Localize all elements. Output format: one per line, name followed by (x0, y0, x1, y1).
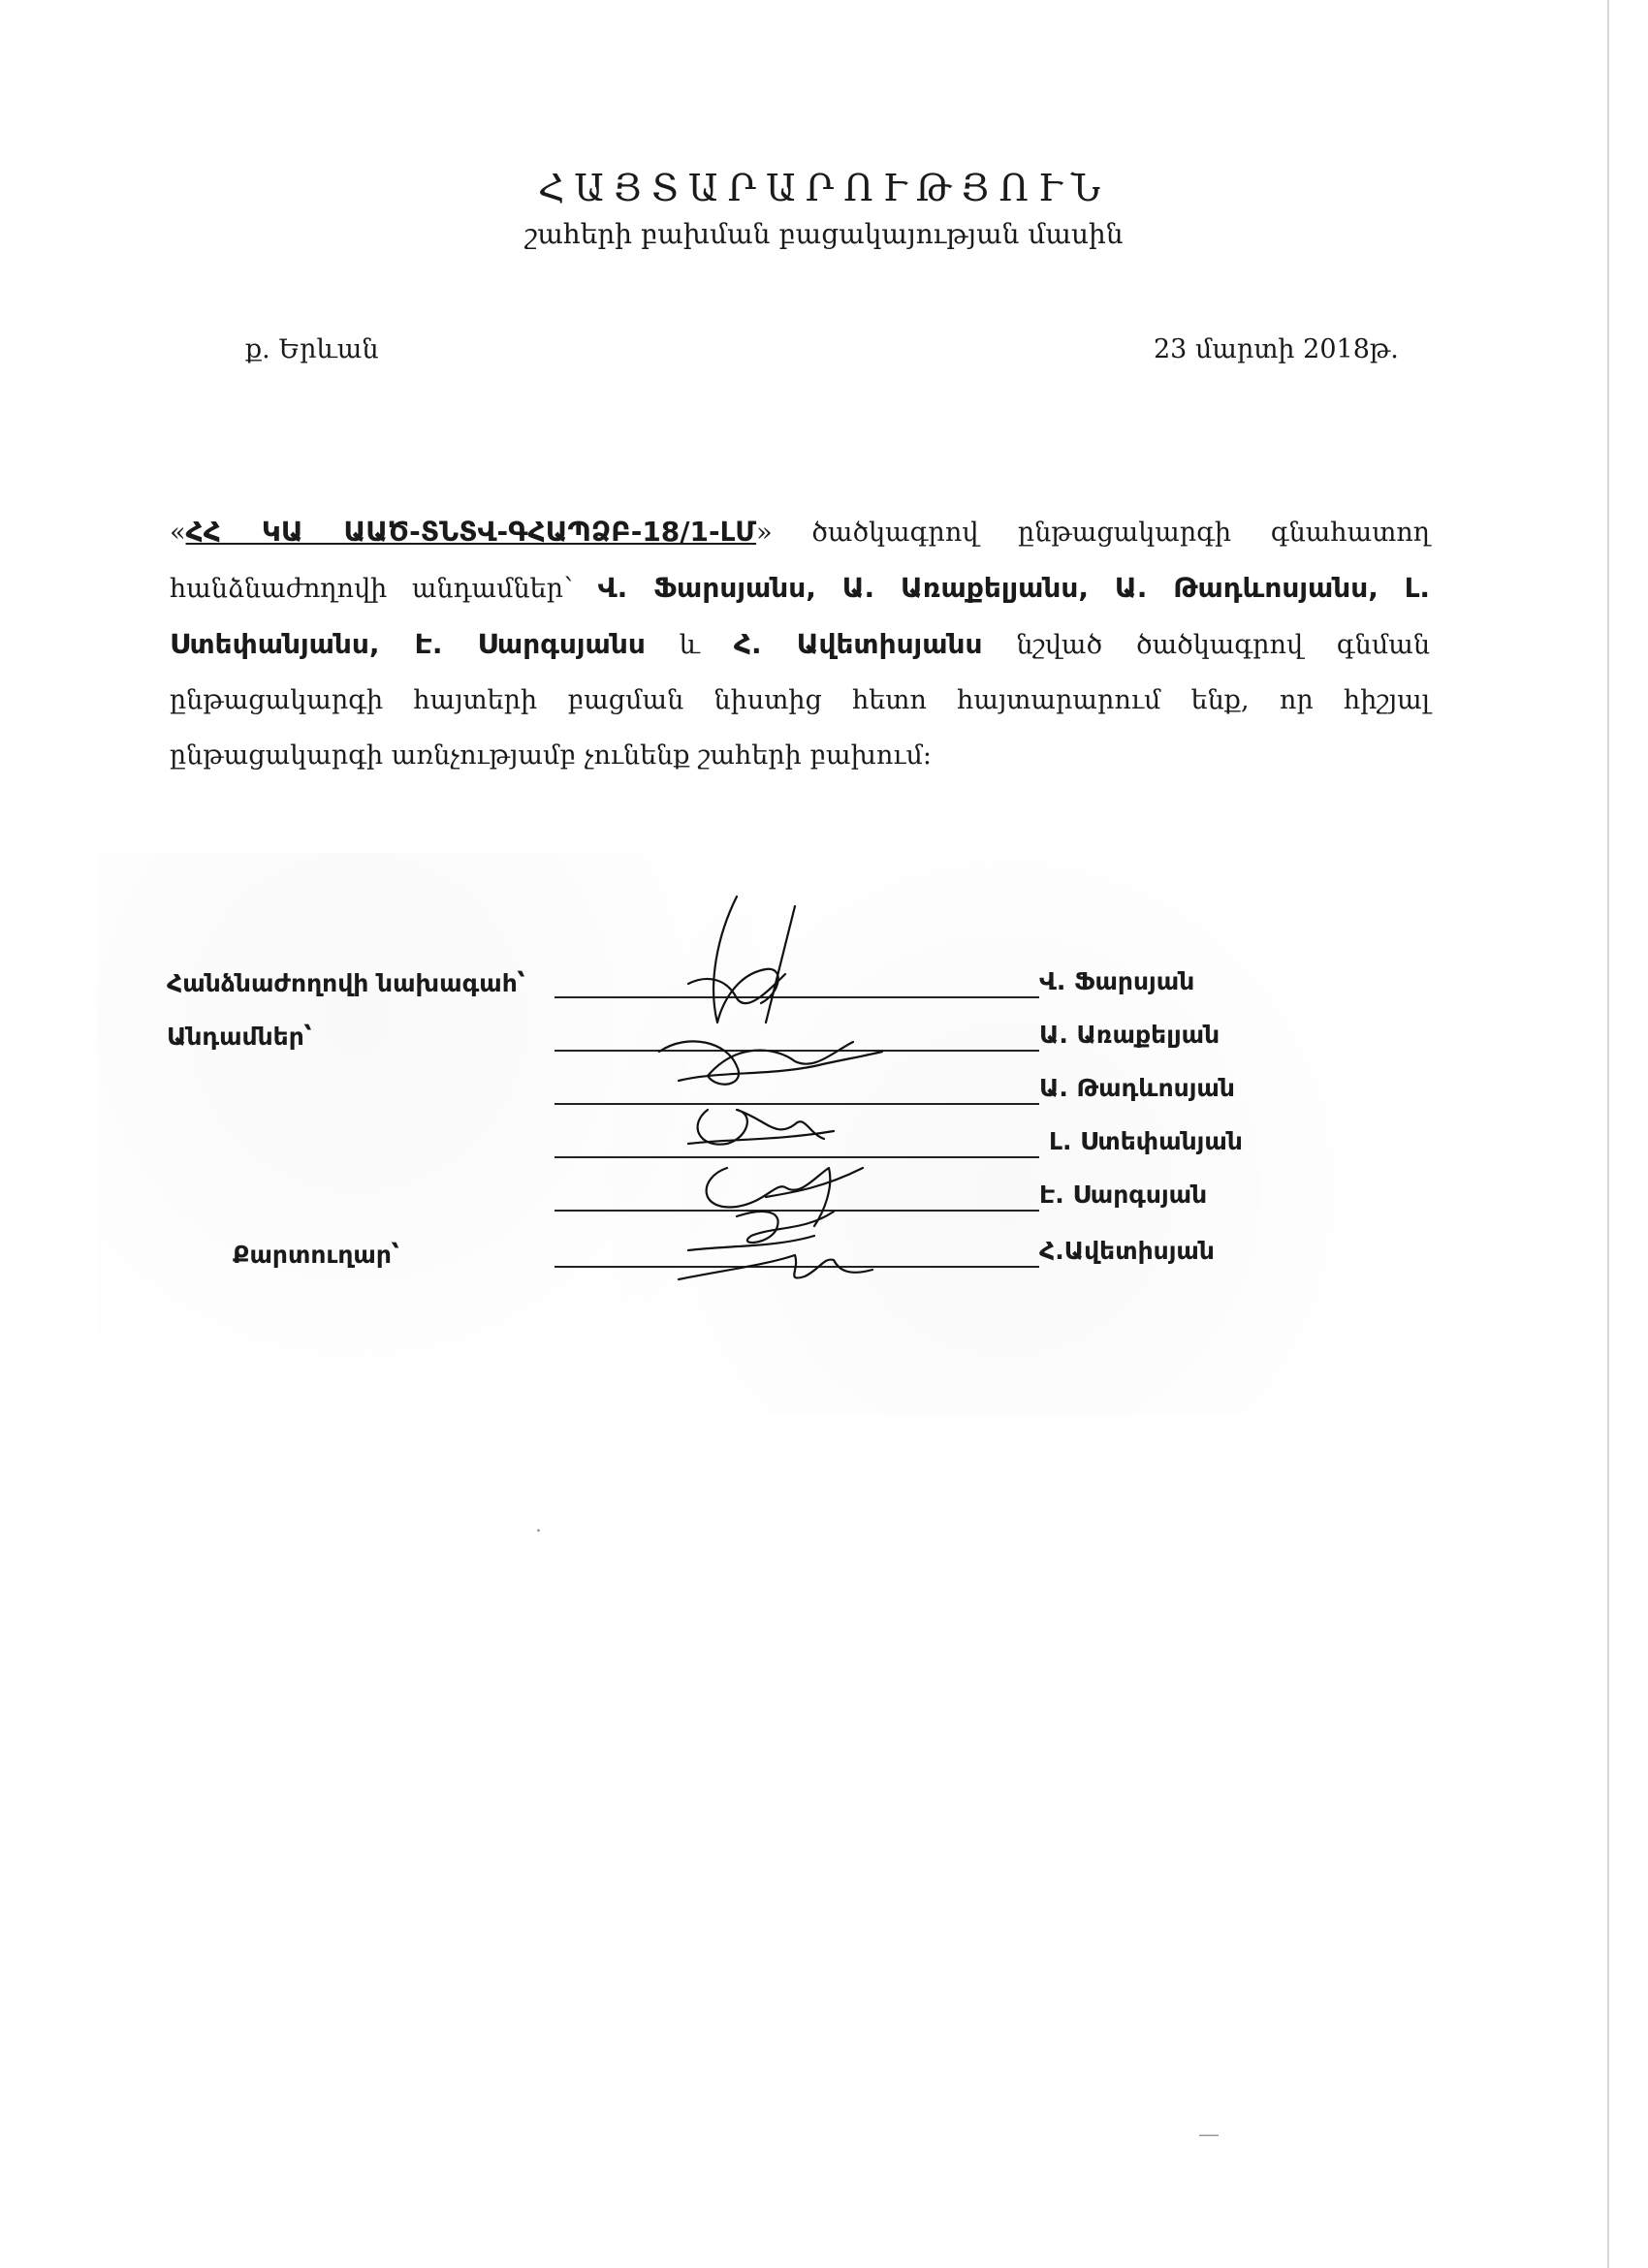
scan-speck: · (535, 1520, 542, 1544)
declaration-body (170, 504, 1430, 783)
signatory-name: Հ.Ավետիսյան (1039, 1237, 1215, 1265)
signatory-name: Վ. Ֆարսյան (1039, 967, 1195, 995)
chair-label: Հանձնաժողովի նախագահ՝ (167, 969, 525, 997)
signatory-name: Ա. Թադևոսյան (1039, 1074, 1235, 1102)
signatory-name: Է. Սարգսյան (1039, 1181, 1208, 1209)
open-quote: « (170, 518, 186, 548)
city-label: ք. Երևան (245, 334, 379, 364)
body-text-part-1: ծածկագրով ընթացակարգի գնահատող հանձնաժողովի անդամներ՝ (170, 518, 1430, 604)
members-label: Անդամներ՝ (167, 1023, 312, 1051)
secretary-label: Քարտուղար՝ (233, 1241, 399, 1269)
scan-edge-line (1607, 0, 1609, 2268)
document-title: ՀԱՅՏԱՐԱՐՈՒԹՅՈՒՆ (537, 167, 1111, 209)
document-subtitle: շահերի բախման բացակայության մասին (524, 218, 1124, 250)
signatory-name: Ա. Առաքելյան (1039, 1021, 1220, 1049)
conjunction: և (645, 630, 734, 660)
last-member-name: Հ. Ավետիսյանս (733, 628, 983, 660)
date-label: 23 մարտի 2018թ. (1154, 334, 1399, 364)
procurement-code: ՀՀ ԿԱ ԱԱԾ-ՏՆՏՎ-ԳՀԱՊՁԲ-18/1-ԼՄ (185, 516, 757, 548)
scan-speck: — (1198, 2123, 1220, 2147)
body-text-part-2: նշված ծածկագրով գնման ընթացակարգի հայտերի բացման նիստից հետո հայտարարում ենք, որ հիշյալ ընթացակարգի առնչությամբ չունենք շահերի բախում: (170, 630, 1430, 771)
handwritten-signatures (543, 877, 989, 1284)
member-names: Վ. Ֆարսյանս, Ա. Առաքելյանս, Ա. Թադևոսյանս, Լ. Ստեփանյանս, Է. Սարգսյանս (170, 572, 1430, 660)
close-quote: » (756, 518, 773, 548)
signatory-name: Լ. Ստեփանյան (1049, 1127, 1243, 1155)
